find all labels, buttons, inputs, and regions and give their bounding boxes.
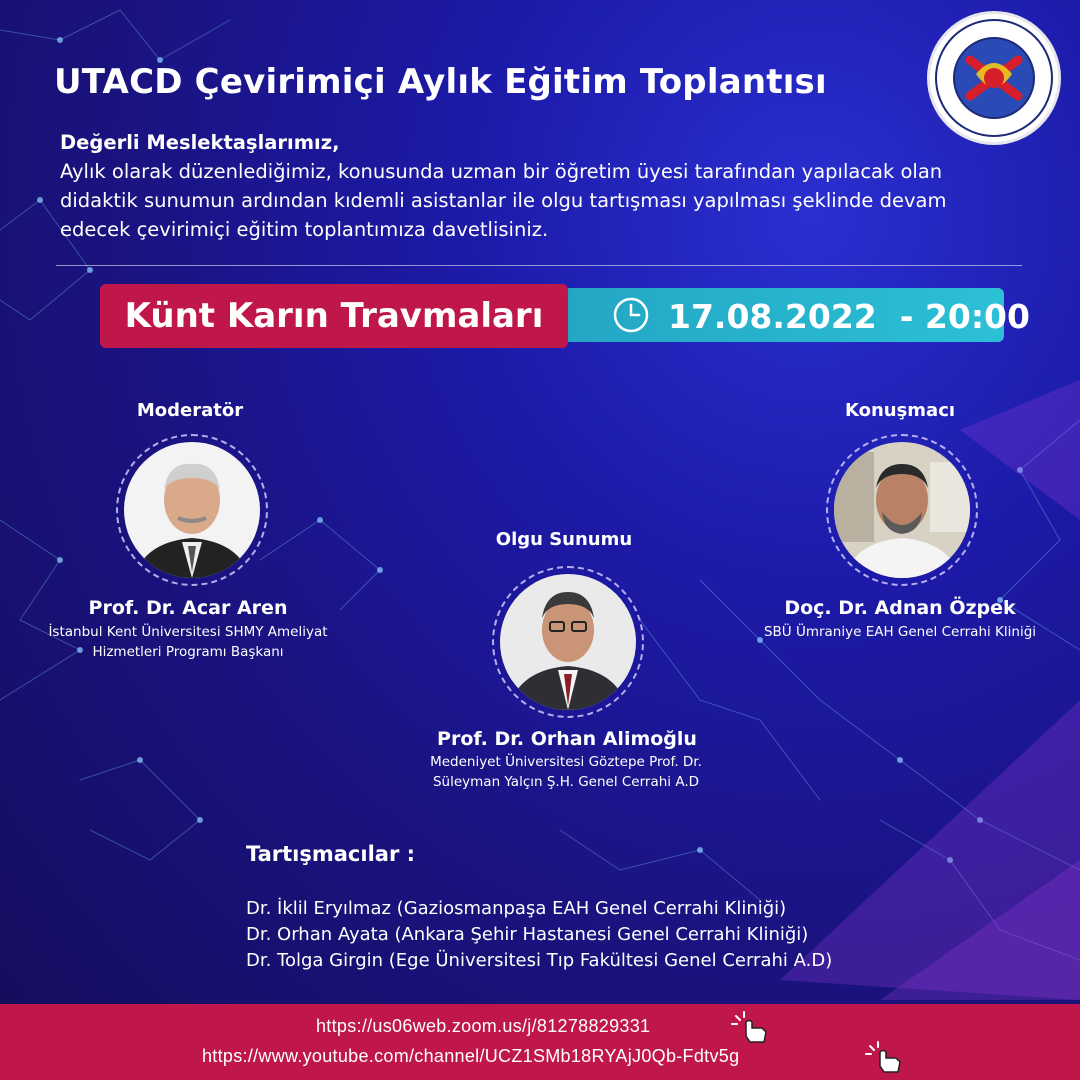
association-seal-logo: [930, 14, 1058, 142]
greeting: Değerli Meslektaşlarımız,: [60, 131, 340, 154]
page-title: UTACD Çevirimiçi Aylık Eğitim Toplantısı: [54, 62, 827, 102]
moderator-photo: [124, 442, 260, 578]
hand-pointer-icon: [864, 1040, 904, 1074]
discussants-title: Tartışmacılar :: [246, 842, 416, 866]
case-presenter-photo: [500, 574, 636, 710]
hand-pointer-icon: [730, 1010, 770, 1044]
affiliation-line: Süleyman Yalçın Ş.H. Genel Cerrahi A.D: [432, 774, 700, 790]
moderator-affiliation: [28, 622, 348, 662]
clock-icon: [612, 296, 650, 334]
speaker-photo: [834, 442, 970, 578]
list-item: Dr. Tolga Girgin (Ege Üniversitesi Tıp Fakültesi Genel Cerrahi A.D): [246, 950, 833, 971]
affiliation-line: Medeniyet Üniversitesi Göztepe Prof. Dr.: [430, 754, 702, 770]
discussants-list: [246, 896, 832, 974]
divider: [56, 265, 1022, 266]
case-presenter-name: Prof. Dr. Orhan Alimoğlu: [437, 728, 697, 750]
youtube-link[interactable]: https://www.youtube.com/channel/UCZ1SMb18RYAjJ0Qb-Fdtv5g: [202, 1046, 740, 1066]
case-presenter-photo-frame: [492, 566, 644, 718]
intro-line: didaktik sunumun ardından kıdemli asistanlar ile olgu tartışması yapılması şeklinde devam: [60, 189, 947, 212]
moderator-role: Moderatör: [136, 400, 244, 421]
case-presenter-affiliation: [406, 752, 726, 792]
moderator-name: Prof. Dr. Acar Aren: [88, 597, 288, 619]
topic-banner: Künt Karın Travmaları: [100, 284, 568, 348]
event-datetime: 17.08.2022 - 20:00: [668, 297, 1030, 336]
case-presenter-role: Olgu Sunumu: [495, 529, 633, 550]
moderator-photo-frame: [116, 434, 268, 586]
list-item: Dr. İklil Eryılmaz (Gaziosmanpaşa EAH Genel Cerrahi Kliniği): [246, 898, 787, 919]
intro-line: edecek çevirimiçi eğitim toplantımıza davetlisiniz.: [60, 218, 549, 241]
affiliation-line: İstanbul Kent Üniversitesi SHMY Ameliyat: [48, 624, 328, 640]
intro-line: Aylık olarak düzenlediğimiz, konusunda uzman bir öğretim üyesi tarafından yapılacak olan: [60, 160, 943, 183]
speaker-name: Doç. Dr. Adnan Özpek: [784, 597, 1016, 619]
speaker-affiliation: [740, 622, 1060, 642]
speaker-role: Konuşmacı: [844, 400, 956, 421]
affiliation-line: SBÜ Ümraniye EAH Genel Cerrahi Kliniği: [763, 624, 1037, 640]
intro-text: [60, 128, 1050, 244]
zoom-link[interactable]: https://us06web.zoom.us/j/81278829331: [316, 1016, 651, 1036]
affiliation-line: Hizmetleri Programı Başkanı: [92, 644, 284, 660]
list-item: Dr. Orhan Ayata (Ankara Şehir Hastanesi Genel Cerrahi Kliniği): [246, 924, 809, 945]
speaker-photo-frame: [826, 434, 978, 586]
